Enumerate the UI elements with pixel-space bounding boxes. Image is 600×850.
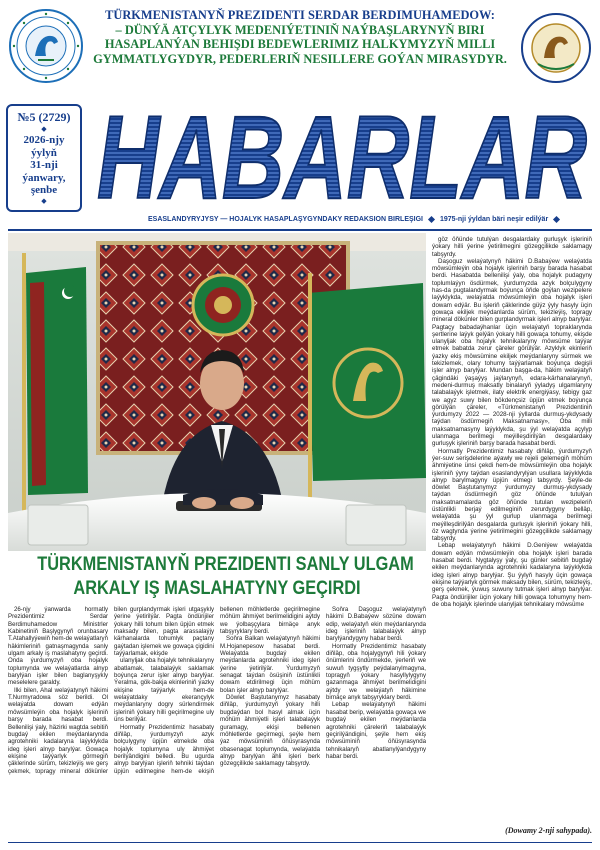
quote-line: TÜRKMENISTANYŇ PREZIDENTI SERDAR BERDIMUHAMEDOW: [105, 8, 495, 22]
issue-weekday: şenbe [30, 184, 58, 196]
masthead-logo [92, 98, 592, 210]
headline-line: ARKALY IŞ MASLAHATYNY GEÇIRDI [73, 578, 361, 599]
article-paragraph: Hormatly Prezidentimiz hasabaty diňläp, ýurdumyzyň azyk bolçulygyny üpjün etmekde oba hojalyk toplumyna uly ähmiýet berilýändigini belledi. Bu ugurda alnyp barylýan işleriň tehniki taýdan üpjün edilmegine hem-de ekişiň bellenen möhletlerde geçirilmegine möhüm ähmiýet berilmelidigini aýtdy we ýolbaşçylara birnäçe anyk tabşyryklary berdi. [114, 606, 320, 775]
headline-line: TÜRKMENISTANYŇ PREZIDENTI SANLY ULGAM [37, 554, 414, 575]
diamond-divider-icon: ◆ [41, 196, 47, 205]
quote-line: HASAPLANÝAN BEHIŞDI BEDEWLERIMIZ HALKYMYZYŇ MILLI [104, 37, 496, 52]
issue-day: 31-nji [30, 159, 58, 171]
since-text: 1975-nji ýyldan bäri neşir edilýär [440, 215, 549, 223]
issue-number: №5 (2729) [17, 110, 71, 124]
article-paragraph: ulanyljak oba hojalyk tehnikalaryny abatlamak, talabalaýyk saklamak boýunça zerur işler alnyp barylýar. Ýeralma, gök-bakja ekinleriniň ýazky ekişine taýýarlyk hem-de welaýatdaky ekerançylyk meýdanlaryny dogry sürlendirmek işleriniň ýokary hilli geçirilmegine uly üns berilýär. [114, 657, 214, 724]
founder-text: ESASLANDYRYJYSY — HOJALYK HASAPLAŞYGYNDAKY REDAKSION BIRLEŞIGI [148, 215, 423, 223]
diamond-icon [553, 215, 560, 222]
issue-info-box [6, 104, 82, 212]
masthead-subline [148, 213, 598, 225]
international-akhal-teke-association-emblem-icon [8, 8, 84, 84]
diamond-divider-icon: ◆ [41, 125, 47, 133]
continuation-note: (Dowamy 2-nji sahypada). [505, 826, 592, 835]
issue-year-word: ýylyň [31, 146, 57, 159]
right-column-text [432, 236, 592, 820]
quote-line: – DÜNÝÄ ATÇYLYK MEDENIÝETINIŇ NAÝBAŞLARYNYŇ BIRI [115, 22, 485, 37]
article-paragraph: 26-njy ýanwarda hormatly Prezidentimiz Serdar Berdimuhamedow Ministrler Kabinetiniň Başlygynyň orunbasary T.Atahallyýewiň hem-de welaýatlaryň häkimleriniň gatnaşmagynda sanly ulgam arkaly iş maslahatyny geçirdi. Onda ýurdumyzyň oba hojalyk toplumynda we welaýatlarda alnyp barylýan işler bilen baglanyşykly meselelere garaldy. [8, 606, 108, 687]
header-divider [8, 229, 592, 231]
article-paragraph: göz öňünde tutulýan desgalardaky gurluşyk işleriniň ýokary hilli ýerine ýetirilmegini gözegçilikde saklamagy tabşyrdy. [432, 236, 592, 258]
article-paragraph: Lebap welaýatynyň häkimi hasabat berip, welaýatda gowaça we bugdaý ekilen meýdanlarda agrotehniki çäreleriň talabalaýyk geçirilýändigini, şeýle hem ekiş möwsüminiň öňüsyrasynda tehnikalaryň abatlanylýandygyny habar berdi. [326, 701, 426, 760]
article-paragraph: Döwlet Baştutanymyz hasabaty diňläp, ýurdumyzyň ýokary hilli bugdaýdan bol hasyl almak üçin möhüm ähmiýetli işleri talabalaýyk guramagy, ekişi bellenen möhletlerde geçirmegi, şeýle hem ýaz möwsüminiň öňüsyrasynda obasenagat toplumynda, welaýatda alnyp barylýan ähli işleri berk gözegçilikde saklamagy tabşyrdy. [220, 694, 320, 768]
article-body [8, 606, 426, 844]
masthead-title: HABARLAR [97, 98, 587, 210]
article-paragraph: Ilki bilen, Ahal welaýatynyň häkimi T.Nurmyradowa söz berildi. Ol welaýatda dowam edýän möwsümleýin oba hojalyk işleriniň barşy barada hasabat berdi. Bellenilişi ýaly, häzirki wagtda sebitiň bugdaý ekilen meýdanlarynda agrotehniki kadalaryna laýyklykda ideg işleri alnyp barylýar. Gowaça ekişine taýýarlyk görmegiň çäklerinde sürüm, tekizleýiş we gerş çekmek, topragy mineral dökünler bilen gurplandyrmak işleri utgaşykly ýerine ýetirilýär. Pagta öndürijiler ýokary hilli tohum bilen üpjün etmek maksady bilen, pagta arassalaýjy kärhanalarda tohumlyk paçtany gaýtadan işlemek we gowaça çigidini taýýarlamak, ekişde [8, 606, 214, 775]
akhal-teke-horse-breeding-emblem-icon [520, 12, 592, 84]
issue-year: 2026-njy [23, 134, 65, 146]
bottom-divider [8, 842, 592, 843]
article-paragraph: Hormatly Prezidentimiz hasabaty diňläp, oba hojalygynyň hili ýokary önümlerini öndürmekde, ýerleriň we suwuň tygşytly peýdalanylmagyna, topragyň ýokary hasyllylygyny gazanmaga ähmiýet berilmelidigini aýtdy we welaýatyň häkimine birnäçe anyk tabşyryklary berdi. [326, 642, 426, 702]
article-paragraph: Daşoguz welaýatynyň häkimi D.Babaýew welaýatda möwsümleýin oba hojalyk işleriniň barşy barada hasabat berdi. Hasabatda bellenilişi ýaly, oba hojalyk pudagyny toplumlaýyn ösdürmek, ýurdumyzda azyk bolçulygyny has-da pugtalandyrmak boýunça öňde goýlan wezipelere laýyklykda, welaýatda möwsümleýin oba hojalyk işleri dowam edýär. Bu işleriň çäklerinde güýz ýyly hasyly üçin gowaça ekiljek meýdanlarda sürüm, tekizleýiş, topragy mineral dökünler bilen gurplandyrmak işleri alnyp barylýar. Pagtaçy babadaýhanlar üçin welaýatyň topraklarynda şertlerine laýyk gelýän ýokary hilli gowaça tohumy, ekişde ulanyljak oba hojalyk tehnikalaryny möwsüme taýýar etmek babatda zerur çäreler görülýär. Azyklyk ekinleriň ýazky ekiş möwsümine ekiljek meýdanlaryny sürmek we tekizlemek, olary tohumy taýýarlamak boýunça degişli işler alnyp barylýar. Mundan başga-da, häkim welaýatyň çägindäki ýaşaýyş jaýlarynyň, edara-kärhanalarynyň, medeni-durmuş maksatly binalaryň ýyladyş ulgamlaryny talabalaýyk işletmek, ilaty elektrik energiýasy, tebigy gaz we agyz suwy bilen bökdençsiz üpjün etmek boýunça görülýän çäreler, «Türkmenistanyň Prezidentiniň ýurdumyzy 2022 — 2028-nji ýyllarda durmuş-ykdysady taýdan ösdürmegiň Maksatnamasy», Oba milli maksatnamasyny laýyklykda, şu ýyl welaýatda açylyp ulanmaga berilmegi meýilleşdirilýän desgalardaky gurluşyk işleriniň barşy barada hasabat berdi. [432, 257, 592, 448]
article-paragraph: Soňra Daşoguz welaýatynyň häkimi D.Babaýew sözüne dowam edip, welaýatyň ekin meýdanlarynda ideg işleriniň talabalaýyk alnyp barylýandygyny habar berdi. [326, 606, 426, 643]
president-quote [88, 8, 512, 66]
article-paragraph: Soňra Balkan welaýatynyň häkimi M.Hojanepesow hasabat berdi. Welaýatda bugdaý ekilen meýdanlarda agrotehniki ideg işleri ýerine ýetirilýär. Ýurdumyzyň senagat taýdan ösüşiniň üstünlikli dowam etdirilmegi üçin möhüm bolan işler alnyp barylýar. [220, 635, 320, 694]
issue-month: ýanwary, [22, 171, 66, 184]
front-page-photo [8, 233, 426, 551]
quote-line: GYMMATLYGYDYR, PEDERLERIŇ NESILLERE GOÝAN MIRASYDYR. [93, 51, 507, 66]
diamond-icon [428, 215, 435, 222]
main-headline [8, 553, 426, 601]
article-paragraph: Hormatly Prezidentimiz hasabaty diňläp, ýurdumyzyň ýer-suw serişdelerine aýawly we rejeli gelemegiň möhüm ähmiýetine ünsi çekdi hem-de möwsümleýin oba hojalyk işleriniň ýyny taýdan esaslandyrylýan usullara laýyklykda alnyp barylmagyny üpjün etmegi tabşyrdy. Şeýle-de döwlet Baştutanymyz ýurdumyzy durmuş-ykdysady taýdan ösdürmegiň göz öňünde tutulýan maksatnamalarda göz öňünde tutulan wezipeleriň üstünlikli berjaý edilmeginiň zerurdygyny belläp, welaýatda şu ýyl gurlup ulanmaga berilmegi meýilleşdirilýän desgalarda gurluşyk işleriniň ýokary hilli, öz wagtynda ýerine ýetirilmegini gözegçilikde saklamagy tabşyrdy. [432, 447, 592, 543]
article-paragraph: Lebap welaýatynyň häkimi D.Geniýew welaýatda dowam edýän möwsümleýin oba hojalyk işleri barada hasabat berdi. Nygtalyşy ýaly, şu günler sebitiň bugdaý ekilen meýdanlarynda agrotehniki kadalaryna laýyklykda ideg işleri alnyp barylýar. Şu ýylyň hasyly üçin gowaça ekişine taýýarlyk görmek maksady bilen, sürüm, tekizleýiş, gerş çekmek, ýuwuş suwuny tutmak işleri alnyp barylýar. Pagta öndürijiler üçin ýokary hilli gowaça tohumyny hem-de oba hojalyk işlerinde ulanyljak tehnikalary möwsüme [432, 542, 592, 608]
